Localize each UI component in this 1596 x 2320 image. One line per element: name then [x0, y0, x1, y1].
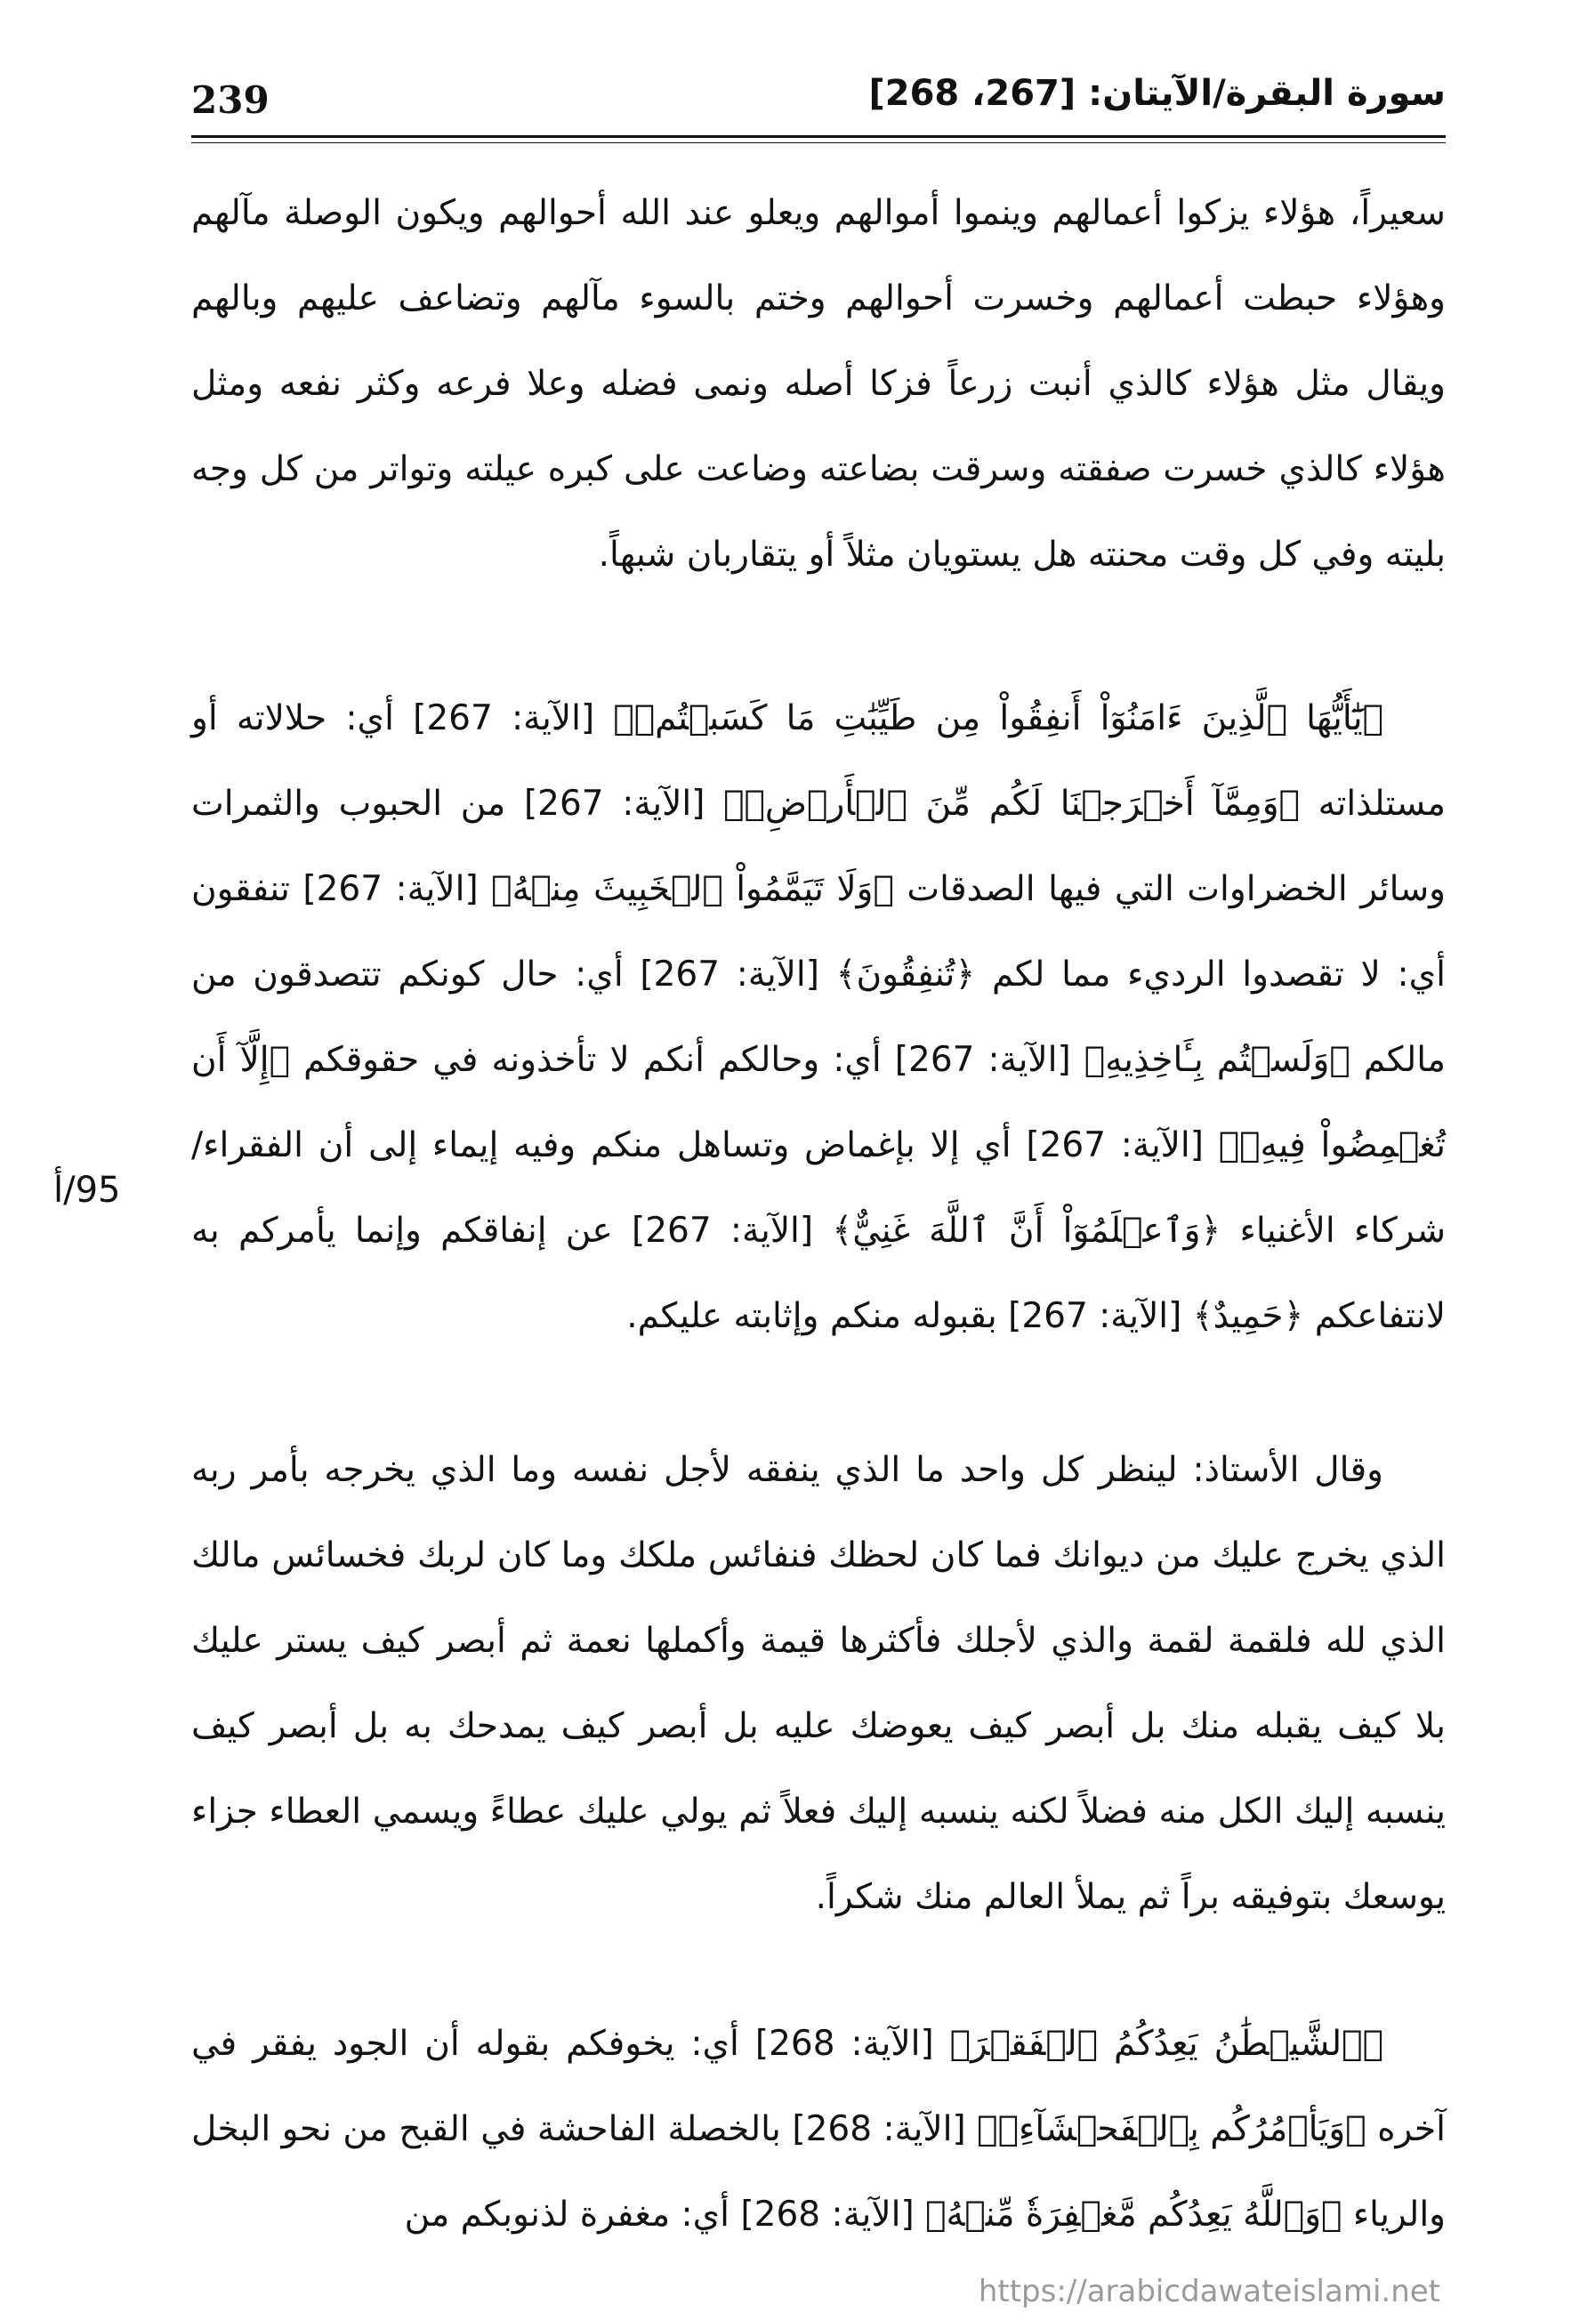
page-header — [191, 73, 1446, 132]
header-rule-thin — [191, 142, 1446, 143]
paragraph-2: ﴿يَٰٓأَيُّهَا ٱلَّذِينَ ءَامَنُوٓاْ أَنفِقُواْ مِن طَيِّبَٰتِ مَا كَسَبۡتُمۡ﴾ [الآية: 267] أي: حلالاته أو مستلذاته ﴿وَمِمَّآ أَخۡرَجۡنَا لَكُم مِّنَ ٱلۡأَرۡضِۖ﴾ [الآية: 267] من الحبوب والثمرات وسائر الخضراوات التي فيها الصدقات ﴿وَلَا تَيَمَّمُواْ ٱلۡخَبِيثَ مِنۡهُ﴾ [الآية: 267] تنفقون أي: لا تقصدوا الرديء مما لكم ﴿تُنفِقُونَ﴾ [الآية: 267] أي: حال كونكم تتصدقون من مالكم ﴿وَلَسۡتُم بِـَٔاخِذِيهِ﴾ [الآية: 267] أي: وحالكم أنكم لا تأخذونه في حقوقكم ﴿إِلَّآ أَن تُغۡمِضُواْ فِيهِۚ﴾ [الآية: 267] أي إلا بإغماض وتساهل منكم وفيه إيماء إلى أن الفقراء/ شركاء الأغنياء ﴿وَٱعۡلَمُوٓاْ أَنَّ ٱللَّهَ غَنِيٌّ﴾ [الآية: 267] عن إنفاقكم وإنما يأمركم به لانتفاعكم ﴿حَمِيدٌ﴾ [الآية: 267] بقبوله منكم وإثابته عليكم. — [191, 698, 1447, 1336]
page-number: 239 — [191, 78, 270, 122]
manuscript-folio-note: 95/أ — [53, 1170, 121, 1211]
header-rule-thick — [191, 135, 1446, 138]
paragraph-1: سعيراً، هؤلاء يزكوا أعمالهم وينموا أموالهم ويعلو عند الله أحوالهم ويكون الوصلة مآلهم وهؤلاء حبطت أعمالهم وخسرت أحوالهم وختم بالسوء مآلهم وتضاعف عليهم وبالهم ويقال مثل هؤلاء كالذي أنبت زرعاً فزكا أصله ونمى فضله وعلا فرعه وكثر نفعه ومثل هؤلاء كالذي خسرت صفقته وسرقت بضاعته وضاعت على كبره عيلته وتواتر من كل وجه بليته وفي كل وقت محنته هل يستويان مثلاً أو يتقاربان شبهاً. — [191, 193, 1446, 575]
watermark-url: https://arabicdawateislami.net — [978, 2274, 1440, 2309]
paragraph-4: ﴿ٱلشَّيۡطَٰنُ يَعِدُكُمُ ٱلۡفَقۡرَ﴾ [الآية: 268] أي: يخوفكم بقوله أن الجود يفقر في آخره ﴿وَيَأۡمُرُكُم بِٱلۡفَحۡشَآءِۖ﴾ [الآية: 268] بالخصلة الفاحشة في القبح من نحو البخل والرياء ﴿وَٱللَّهُ يَعِدُكُم مَّغۡفِرَةٗ مِّنۡهُ﴾ [الآية: 268] أي: مغفرة لذنوبكم من — [191, 2024, 1446, 2235]
paragraph-3: وقال الأستاذ: لينظر كل واحد ما الذي ينفقه لأجل نفسه وما الذي يخرجه بأمر ربه الذي يخرج عليك من ديوانك فما كان لحظك فنفائس ملكك وما كان لربك فخسائس مالك الذي لله فلقمة لقمة والذي لأجلك فأكثرها قيمة وأكملها نعمة ثم أبصر كيف يستر عليك بلا كيف يقبله منك بل أبصر كيف يعوضك عليه بل أبصر كيف يمدحك به بل أبصر كيف ينسبه إليك الكل منه فضلاً لكنه ينسبه إليك فعلاً ثم يولي عليك عطاءً ويسمي العطاء جزاء يوسعك بتوفيقه براً ثم يملأ العالم منك شكراً. — [191, 1450, 1446, 1917]
running-title: سورة البقرة/الآيتان: [267، 268] — [868, 73, 1446, 114]
